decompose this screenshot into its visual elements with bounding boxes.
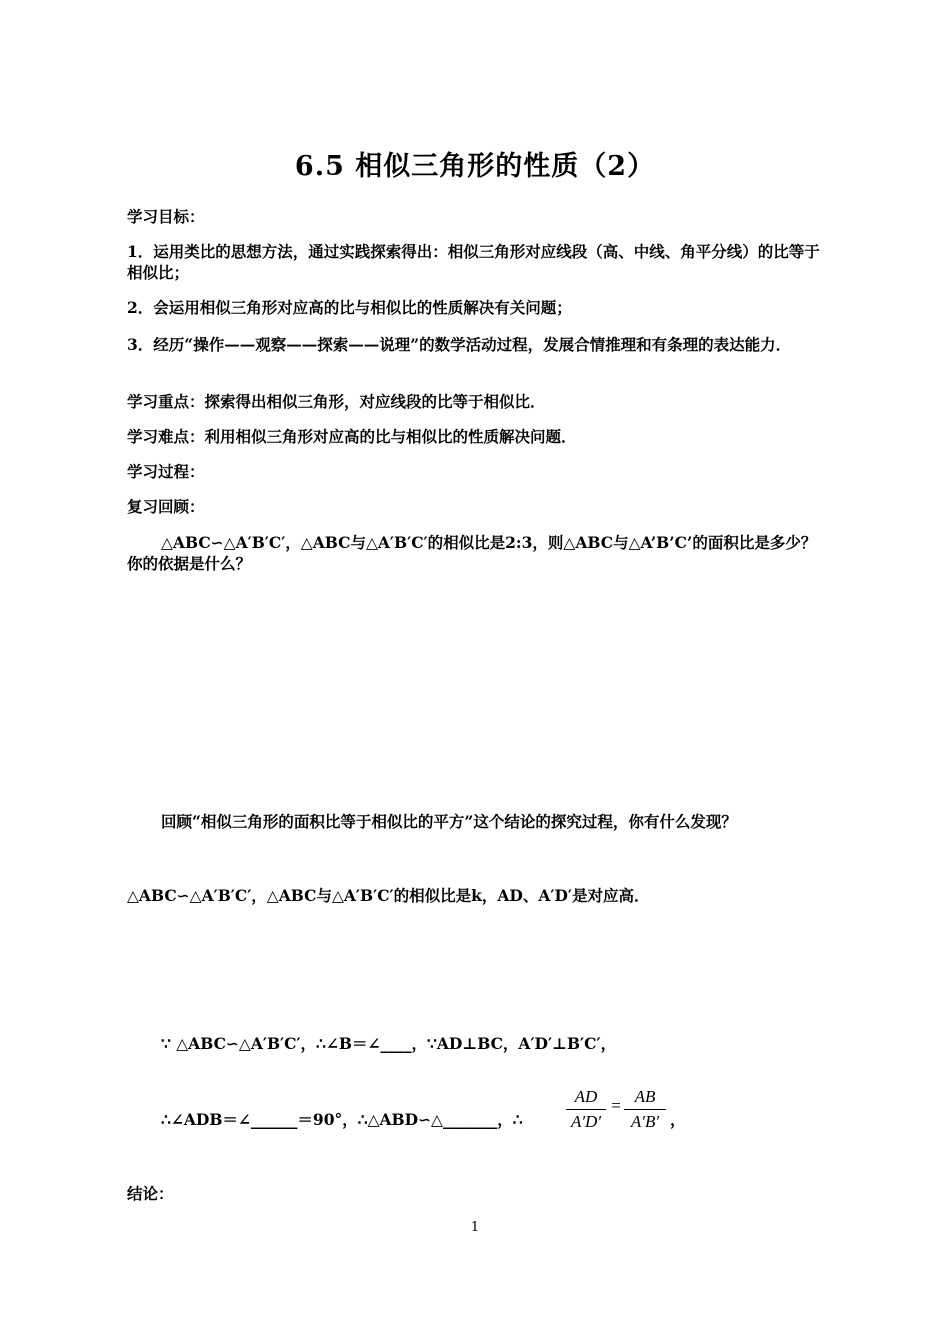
fraction-1-bar [566, 1109, 606, 1110]
page-number: 1 [470, 1220, 480, 1235]
recall-question: 回顾“相似三角形的面积比等于相似比的平方”这个结论的探究过程，你有什么发现？ [161, 812, 737, 831]
page-title: 6.5 相似三角形的性质（2） [294, 151, 656, 182]
fraction-1-denominator: A′D′ [570, 1112, 602, 1131]
objective-2: 2．会运用相似三角形对应高的比与相似比的性质解决有关问题； [127, 298, 572, 317]
reasoning-line-1: ∵ △ABC∽△A′B′C′，∴∠B＝∠____，∵AD⊥BC，A′D′⊥B′C′， [161, 1034, 617, 1053]
fraction-ad-over-a-prime-d-prime [566, 1086, 606, 1133]
equals-sign: = [611, 1096, 621, 1115]
trailing-comma: ， [670, 1110, 686, 1129]
objectives-label: 学习目标： [127, 207, 205, 226]
fraction-1-numerator: AD [574, 1087, 598, 1106]
difficulty: 学习难点：利用相似三角形对应高的比与相似比的性质解决问题． [127, 427, 577, 446]
objective-1: 1．运用类比的思想方法，通过实践探索得出：相似三角形对应线段（高、中线、角平分线）的比等于相似比； [127, 242, 820, 282]
fraction-ab-over-a-prime-b-prime [624, 1086, 666, 1133]
fraction-2-numerator: AB [634, 1087, 656, 1106]
process-label: 学习过程： [127, 462, 205, 481]
fraction-2-denominator: A′B′ [630, 1112, 660, 1131]
review-question: △ABC∽△A′B′C′，△ABC与△A′B′C′的相似比是2:3，则△ABC与△A’B’C’的面积比是多少？你的依据是什么？ [127, 533, 817, 573]
setup-statement: △ABC∽△A′B′C′，△ABC与△A′B′C′的相似比是k，AD、A′D′是对应高． [127, 886, 650, 905]
reasoning-line-2: ∴∠ADB＝∠______＝90°，∴△ABD∽△_______，∴ [161, 1110, 523, 1129]
conclusion-label: 结论： [127, 1184, 174, 1203]
fraction-2-bar [624, 1109, 666, 1110]
key-point: 学习重点：探索得出相似三角形，对应线段的比等于相似比． [127, 392, 546, 411]
review-label: 复习回顾： [127, 497, 205, 516]
objective-3: 3．经历“操作——观察——探索——说理”的数学活动过程，发展合情推理和有条理的表达能力． [127, 335, 792, 354]
